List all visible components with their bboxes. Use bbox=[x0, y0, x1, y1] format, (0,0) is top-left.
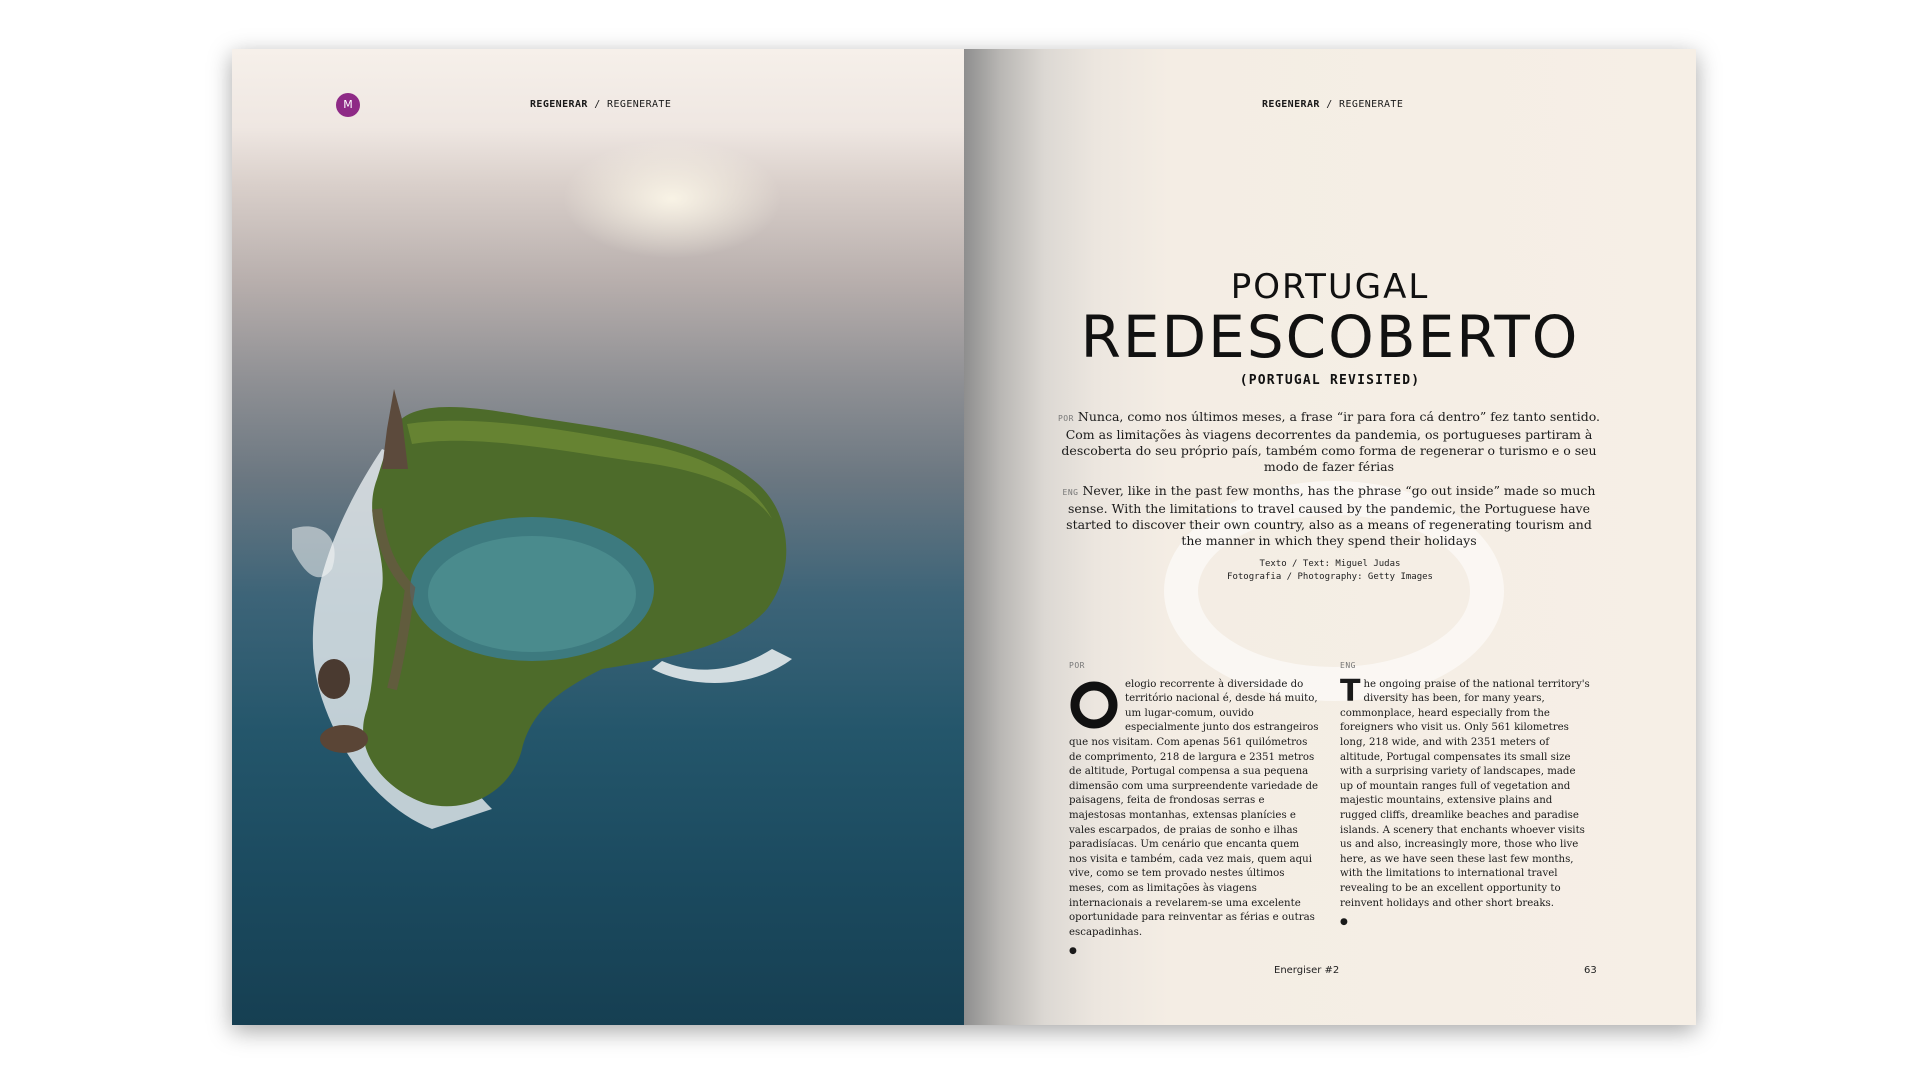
section-badge-icon: M bbox=[336, 93, 360, 117]
right-page-article bbox=[964, 49, 1696, 1025]
col-eng-tag: ENG bbox=[1340, 661, 1356, 670]
col-por-end-bullet: ● bbox=[1069, 946, 1077, 957]
kicker-rest: / REGENERATE bbox=[587, 99, 672, 110]
col-por-tag: POR bbox=[1069, 661, 1085, 670]
page-number: 63 bbox=[1584, 965, 1597, 976]
credit-text: Texto / Text: Miguel Judas bbox=[1259, 559, 1401, 569]
intro-por-text: Nunca, como nos últimos meses, a frase “ir para fora cá dentro” fez tanto sentido. Com as limitações às viagens decorrentes da pandemia, os portugueses partiram à descoberta do seu próprio país, também como forma de regenerar o turismo e o seu modo de fazer férias bbox=[1061, 409, 1601, 474]
subtitle: (PORTUGAL REVISITED) bbox=[1239, 373, 1421, 388]
intro-por-tag: POR bbox=[1057, 414, 1074, 423]
title-line-1: PORTUGAL bbox=[1230, 267, 1430, 307]
footer-magazine-title: Energiser #2 bbox=[1274, 965, 1340, 976]
kicker-bold: REGENERAR bbox=[1262, 99, 1320, 110]
magazine-spread bbox=[232, 49, 1696, 1025]
intro-portuguese bbox=[1054, 409, 1604, 475]
right-section-kicker bbox=[1262, 99, 1403, 110]
kicker-bold: REGENERAR bbox=[530, 99, 588, 110]
credit-photo: Fotografia / Photography: Getty Images bbox=[1227, 572, 1433, 582]
column-english bbox=[1340, 659, 1590, 930]
left-page-photo bbox=[232, 49, 964, 1025]
left-section-kicker bbox=[530, 99, 671, 110]
col-eng-end-bullet: ● bbox=[1340, 917, 1348, 928]
drop-cap-t: T bbox=[1340, 673, 1361, 709]
drop-cap-o-icon bbox=[1069, 680, 1119, 730]
intro-english bbox=[1054, 483, 1604, 549]
island-aerial-photo bbox=[232, 49, 964, 1025]
title-line-2: REDESCOBERTO bbox=[1080, 303, 1580, 371]
intro-eng-text: Never, like in the past few months, has the phrase “go out inside” made so much sense. With the limitations to travel caused by the pandemic, the Portuguese have started to discover their own country, also as a means of regenerating tourism and the manner in which they spend their holidays bbox=[1066, 483, 1596, 548]
intro-eng-tag: ENG bbox=[1062, 488, 1079, 497]
col-por-body: elogio recorrente à diversidade do território nacional é, desde há muito, um lugar-comum, ouvido especialmente junto dos estrangeiros que nos visitam. Com apenas 561 quilómetros de comprimento, 218 de largura e 2351 metros de altitude, Portugal compensa a sua pequena dimensão com uma surpreendente variedade de paisagens, feita de frondosas serras e majestosas montanhas, extensas planícies e vales escarpados, de praias de sonho e ilhas paradisíacas. Um cenário que encanta quem nos visita e também, cada vez mais, quem aqui vive, como se tem provado nestes últimos meses, com as limitações às viagens internacionais a revelarem-se uma excelente oportunidade para reinventar as férias e outras escapadinhas. bbox=[1069, 678, 1319, 938]
col-eng-body: he ongoing praise of the national territory's diversity has been, for many years, commonplace, heard especially from the foreigners who visit us. Only 561 kilometres long, 218 wide, and with 2351 meters of altitude, Portugal compensates its small size with a surprising variety of landscapes, made up of mountain ranges full of vegetation and majestic mountains, extensive plains and rugged cliffs, dreamlike beaches and paradise islands. A scenery that enchants whoever visits us and also, increasingly more, those who live here, as we have seen these last few months, with the limitations to international travel revealing to be an excellent opportunity to reinvent holidays and other short breaks. bbox=[1340, 678, 1590, 909]
column-portuguese bbox=[1069, 659, 1319, 959]
kicker-rest: / REGENERATE bbox=[1319, 99, 1404, 110]
